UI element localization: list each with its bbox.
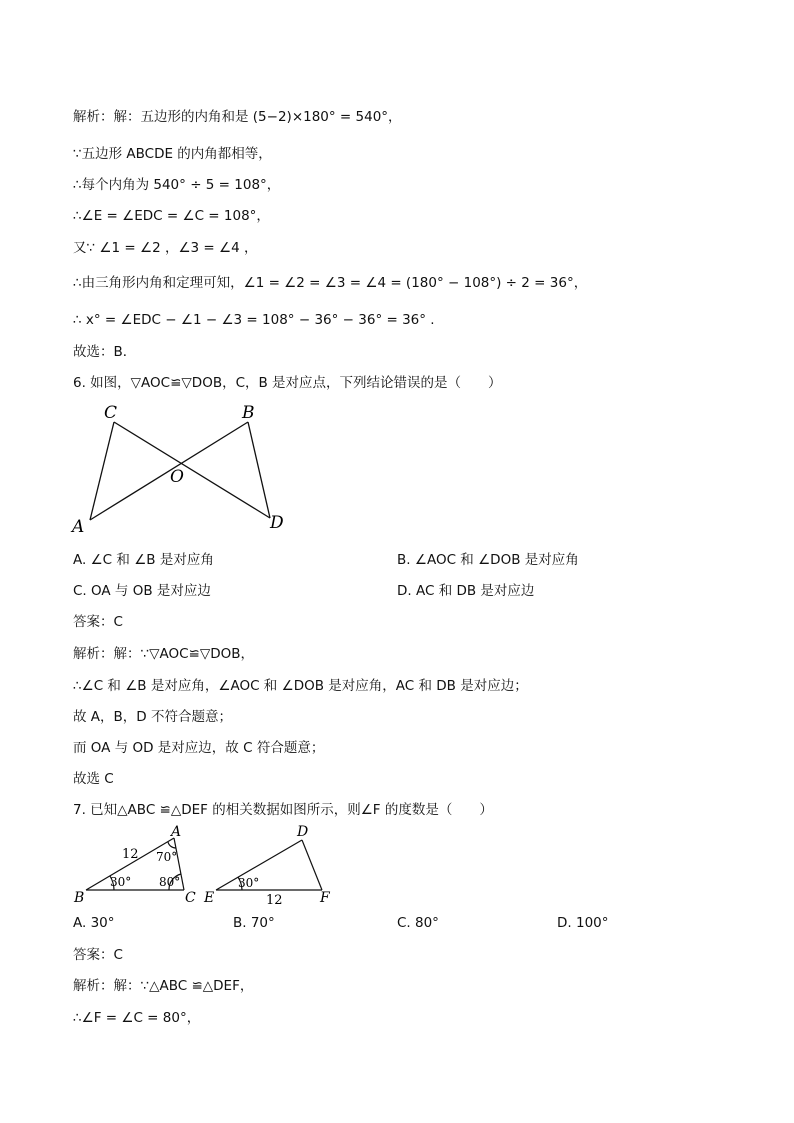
analysis-line-1: 解析：解：五边形的内角和是 (5−2)×180° = 540°， — [73, 109, 402, 125]
fig7-label-a: A — [171, 824, 182, 840]
q6-analysis-1: 解析：解：∵▽AOC≌▽DOB， — [73, 646, 254, 662]
analysis-line-6: ∴由三角形内角和定理可知，∠1 = ∠2 = ∠3 = ∠4 = (180° − 108°) ÷ 2 = 36°， — [73, 275, 588, 291]
fig7-angle-b: 30° — [110, 875, 132, 889]
q7-stem: 7. 已知△ABC ≌△DEF 的相关数据如图所示，则∠F 的度数是（ ） — [73, 802, 493, 818]
q6-analysis-4: 而 OA 与 OD 是对应边，故 C 符合题意； — [73, 740, 325, 756]
q6-analysis-5: 故选 C — [73, 771, 114, 787]
q6-analysis-3: 故 A，B，D 不符合题意； — [73, 709, 232, 725]
fig6-label-b: B — [242, 403, 255, 423]
analysis-line-5: 又∵ ∠1 = ∠2 ，∠3 = ∠4 ， — [73, 240, 258, 256]
q6-option-a[interactable]: A. ∠C 和 ∠B 是对应角 — [73, 552, 214, 568]
fig7-label-c: C — [185, 890, 196, 906]
q6-option-b[interactable]: B. ∠AOC 和 ∠DOB 是对应角 — [397, 552, 579, 568]
q6-option-d[interactable]: D. AC 和 DB 是对应边 — [397, 583, 535, 599]
analysis-line-8: 故选：B． — [73, 344, 137, 360]
fig6-label-d: D — [270, 513, 284, 533]
q6-option-c[interactable]: C. OA 与 OB 是对应边 — [73, 583, 211, 599]
q7-option-d[interactable]: D. 100° — [557, 915, 609, 931]
q7-analysis-1: 解析：解：∵△ABC ≌△DEF， — [73, 978, 254, 994]
q7-option-a[interactable]: A. 30° — [73, 915, 115, 931]
analysis-line-2: ∵五边形 ABCDE 的内角都相等， — [73, 146, 272, 162]
q6-answer: 答案：C — [73, 614, 123, 630]
fig7-side-ef: 12 — [266, 893, 283, 906]
q7-figure — [70, 824, 350, 906]
fig6-label-a: A — [72, 517, 85, 535]
q7-analysis-2: ∴∠F = ∠C = 80°， — [73, 1010, 201, 1026]
q7-option-c[interactable]: C. 80° — [397, 915, 439, 931]
fig7-angle-e: 30° — [238, 876, 260, 890]
fig7-label-b: B — [74, 890, 85, 906]
q6-figure — [70, 400, 310, 535]
fig7-angle-a: 70° — [156, 850, 178, 864]
q7-answer: 答案：C — [73, 947, 123, 963]
fig6-label-c: C — [104, 403, 118, 423]
fig7-angle-c: 80° — [159, 875, 181, 889]
fig7-side-ab: 12 — [122, 847, 139, 862]
fig6-label-o: O — [170, 467, 184, 487]
q6-stem: 6. 如图，▽AOC≌▽DOB，C，B 是对应点，下列结论错误的是（ ） — [73, 375, 502, 391]
q7-option-b[interactable]: B. 70° — [233, 915, 275, 931]
analysis-line-3: ∴每个内角为 540° ÷ 5 = 108°， — [73, 177, 281, 193]
fig7-label-e: E — [204, 890, 215, 906]
fig7-label-d: D — [297, 824, 309, 840]
q6-analysis-2: ∴∠C 和 ∠B 是对应角，∠AOC 和 ∠DOB 是对应角，AC 和 DB 是对应边； — [73, 678, 528, 694]
analysis-line-7: ∴ x° = ∠EDC − ∠1 − ∠3 = 108° − 36° − 36° = 36° . — [73, 312, 435, 328]
fig7-label-f: F — [320, 890, 330, 906]
analysis-line-4: ∴∠E = ∠EDC = ∠C = 108°， — [73, 208, 270, 224]
